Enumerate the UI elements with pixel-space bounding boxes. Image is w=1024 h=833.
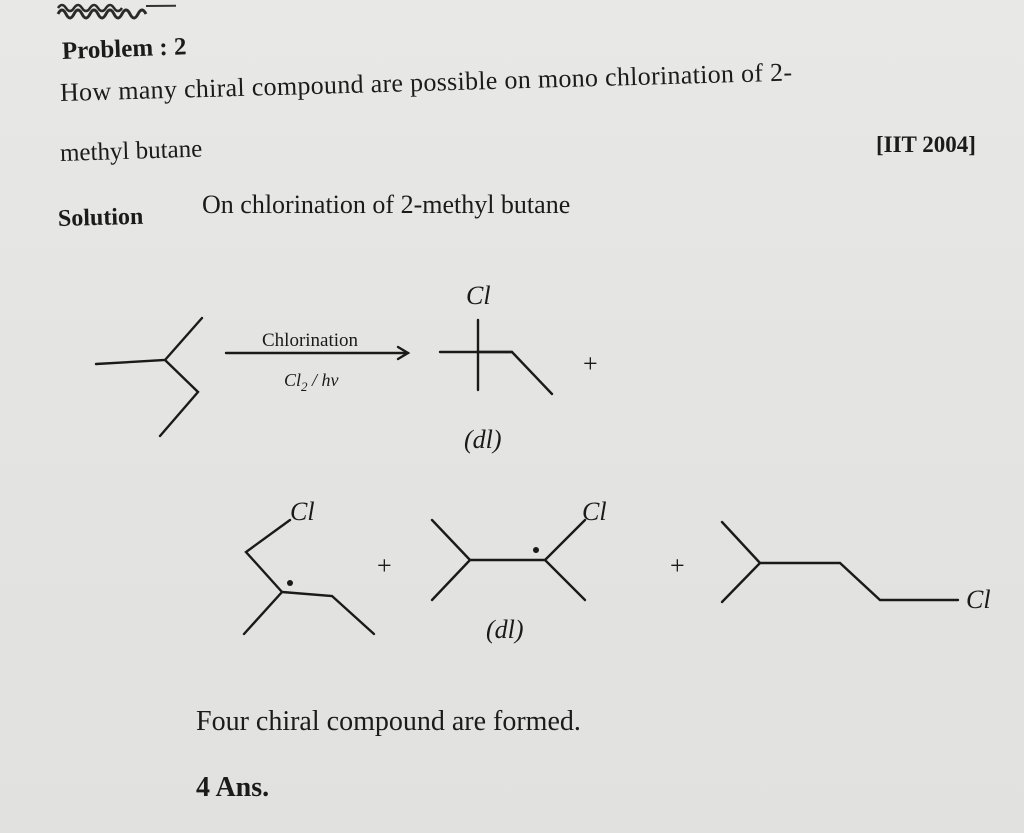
product-1-chlorine-label: Cl <box>466 281 491 310</box>
problem-heading: Problem : 2 <box>61 33 187 65</box>
product-1-structure <box>440 320 552 394</box>
product-2-structure <box>244 520 374 634</box>
product-4-structure <box>722 522 958 602</box>
product-3-structure <box>432 520 585 600</box>
arrow-label-chlorination: Chlorination <box>262 330 359 351</box>
exam-reference: [IIT 2004] <box>876 132 976 157</box>
question-line-1: How many chiral compound are possible on mono chlorination of 2- <box>59 57 793 107</box>
solution-label: Solution <box>57 203 144 232</box>
question-line-2: methyl butane <box>59 135 203 167</box>
plus-sign-2: + <box>377 551 392 580</box>
solution-intro: On chlorination of 2-methyl butane <box>202 190 571 219</box>
product-4-chlorine-label: Cl <box>966 585 991 614</box>
plus-sign-1: + <box>583 349 598 378</box>
answer-text: 4 Ans. <box>196 772 270 803</box>
conclusion-text: Four chiral compound are formed. <box>196 706 581 737</box>
arrow-reagent: $Cl_2$ / hv <box>284 370 339 394</box>
product-1-dl-tag: (dl) <box>464 425 502 454</box>
product-3-dl-tag: (dl) <box>486 615 524 644</box>
product-2-chlorine-label: Cl <box>290 497 315 526</box>
reactant-2-methylbutane-structure <box>96 318 202 436</box>
plus-sign-3: + <box>670 551 685 580</box>
product-3-chlorine-label: Cl <box>582 497 607 526</box>
